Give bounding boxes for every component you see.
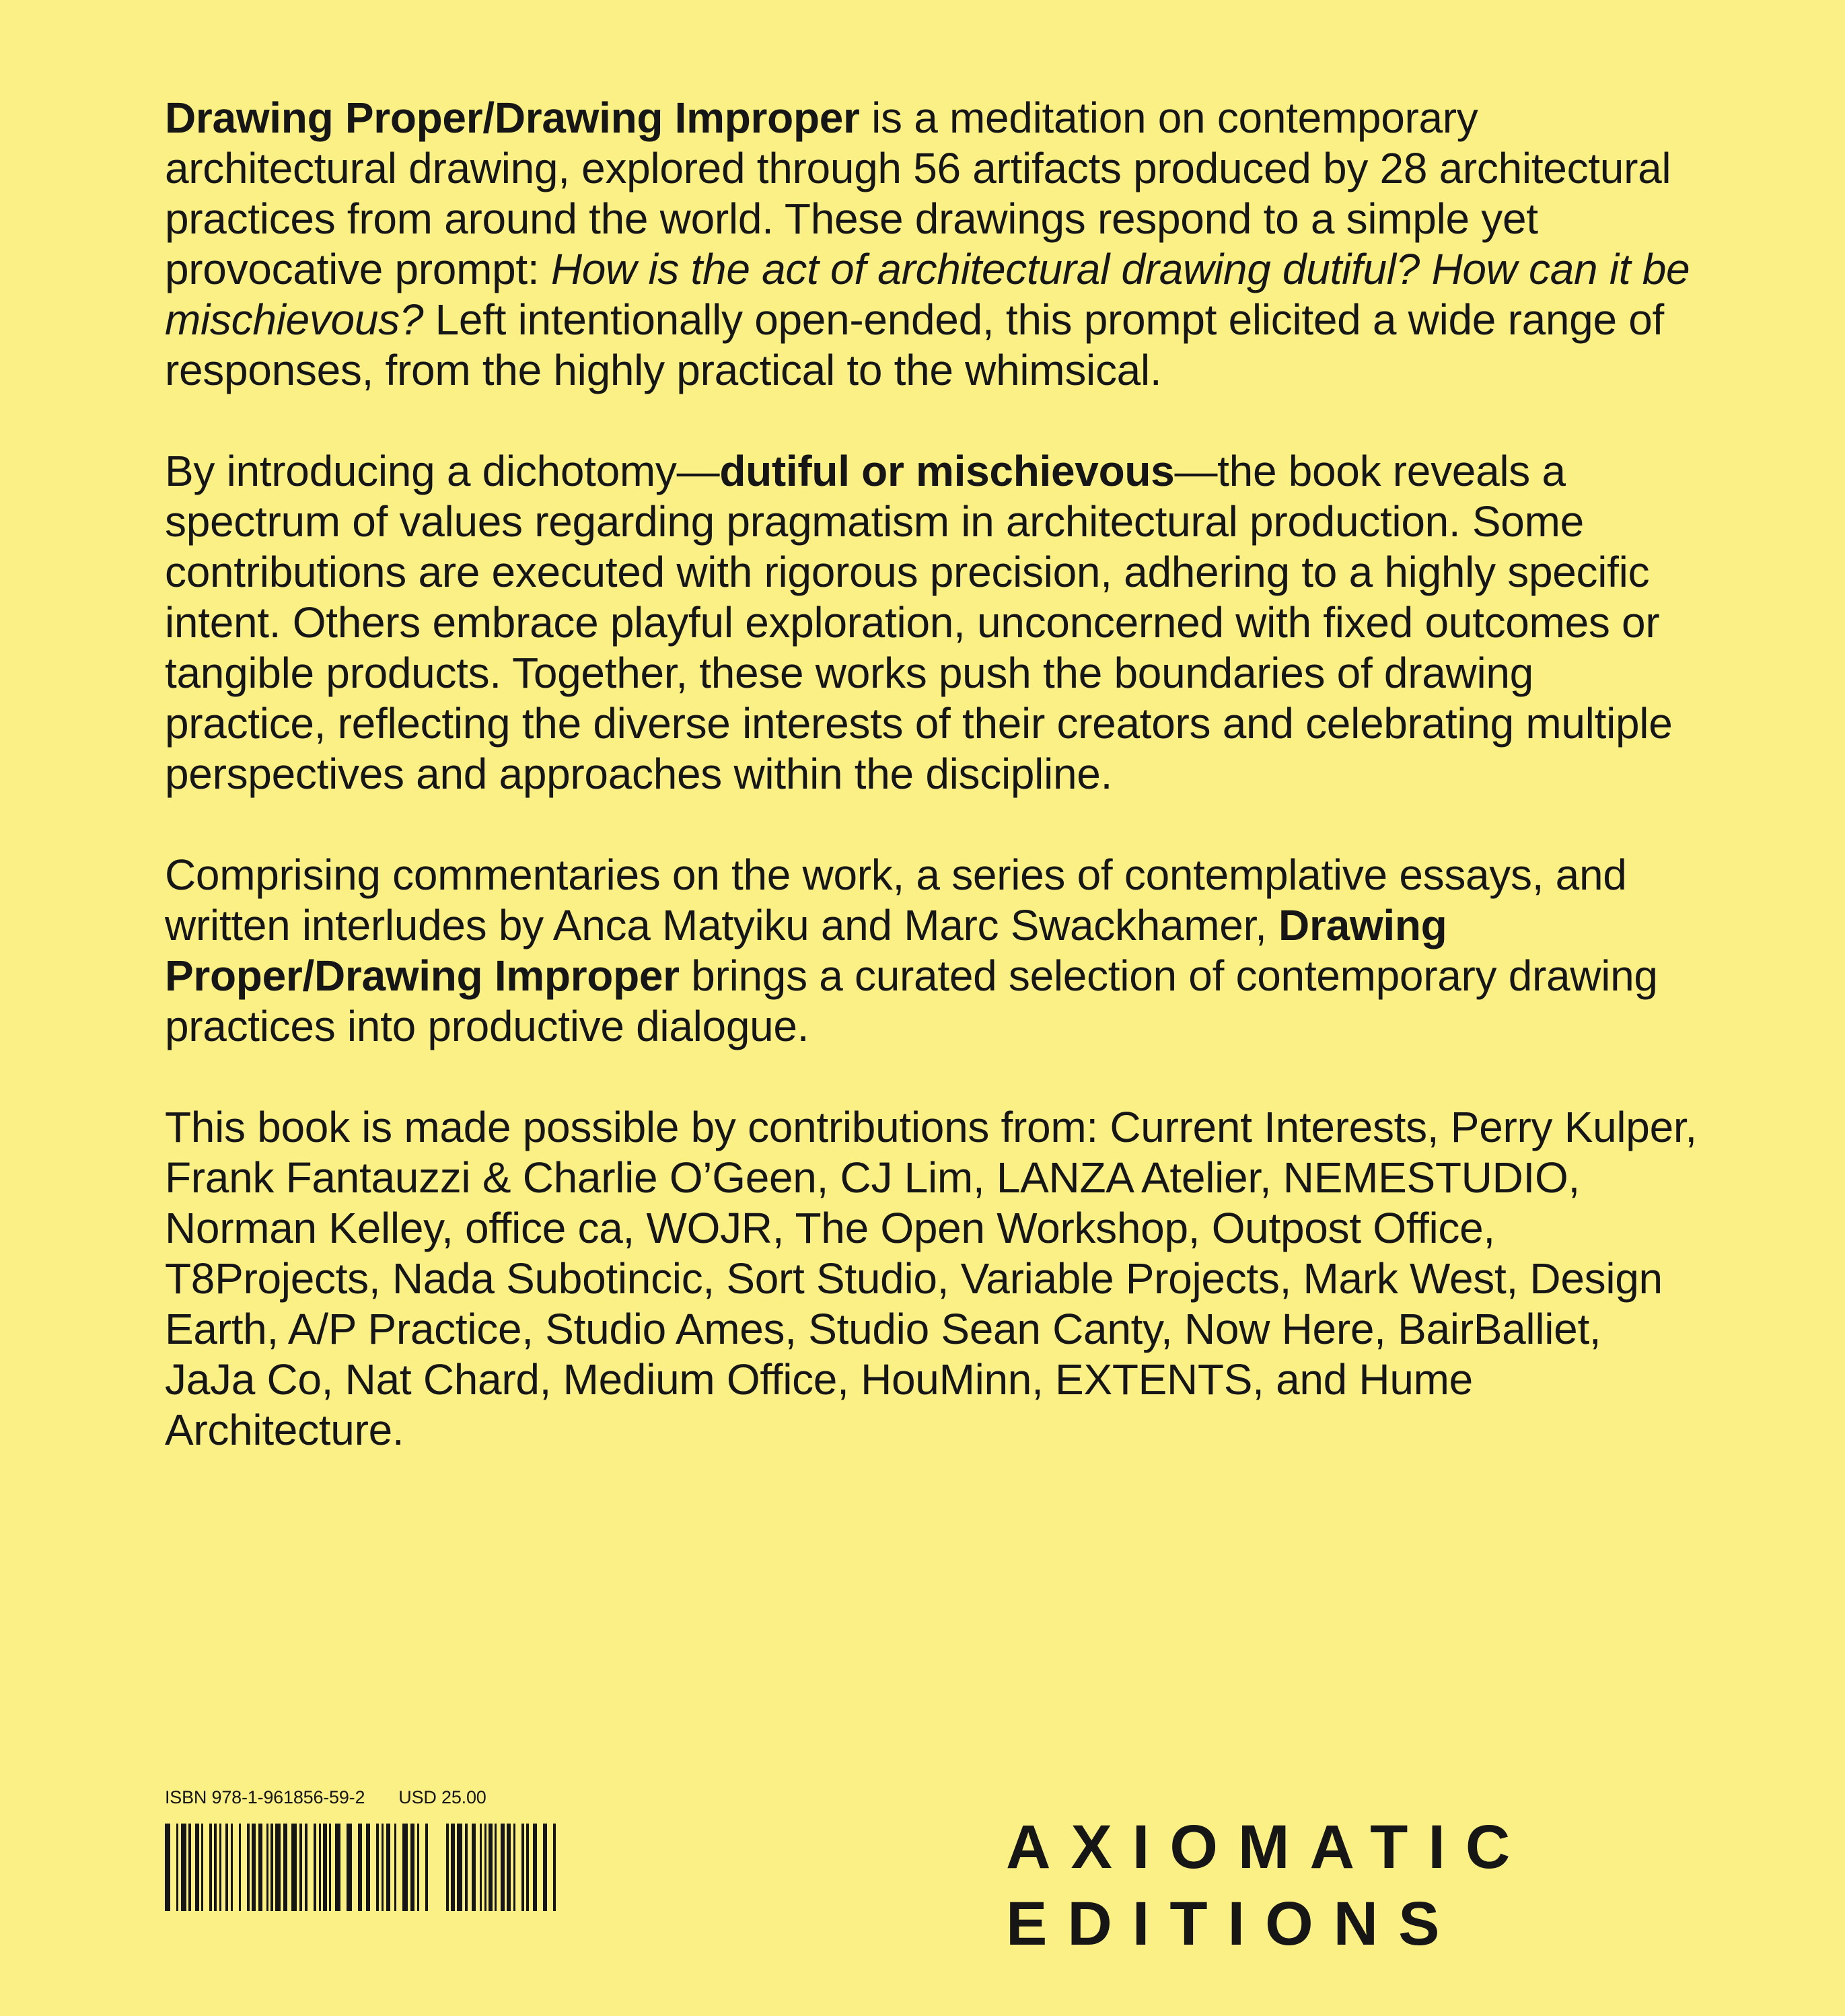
barcode-bar [526,1824,529,1911]
barcode-icon [165,1824,562,1911]
barcode-bar [201,1824,203,1911]
text-segment: is a meditation on contemporary architectural drawing, explored through 56 artifacts produced by 28 architectural practices from around the world. These drawings respond to a simple yet provocative prompt: [165,94,1671,293]
text-segment: Comprising commentaries on the work, a series of contemplative essays, and written interludes by Anca Matyiku and Marc Swackhamer, [165,851,1627,949]
barcode-bar [451,1824,455,1911]
barcode-bar [501,1824,505,1911]
publisher-line-1: AXIOMATIC [1006,1813,1531,1881]
paragraph-dichotomy [165,446,1699,799]
barcode-bar [484,1824,486,1911]
barcode-bar [465,1824,468,1911]
barcode-bar [347,1824,352,1911]
text-segment: This book is made possible by contributions from: Current Interests, Perry Kulper, Frank Fantauzzi & Charlie O’Geen, CJ Lim, LANZA Atelier, NEMESTUDIO, Norman Kelley, office ca, WOJR, The Open Workshop, Outpost Office, T8Projects, Nada Subotincic, Sort Studio, Variable Projects, Mark West, Design Earth, A/P Practice, Studio Ames, Studio Sean Canty, Now Here, BairBalliet, JaJa Co, Nat Chard, Medium Office, HouMinn, EXTENTS, and Hume Architecture. [165,1103,1697,1454]
barcode-labels [165,1787,562,1808]
paragraph-contributors [165,1102,1699,1455]
barcode-bar [553,1824,556,1911]
dichotomy-bold: dutiful or mischievous [719,447,1175,495]
barcode-bar [533,1824,537,1911]
barcode-bar [543,1824,547,1911]
barcode-block [165,1787,562,1921]
publisher-logo [1006,1809,1612,1962]
barcode-bar [386,1824,390,1911]
barcode-bar [402,1824,408,1911]
barcode-bar [247,1824,250,1911]
barcode-bar [521,1824,524,1911]
barcode-bar [239,1824,241,1911]
barcode-bar [305,1824,308,1911]
barcode-bar [299,1824,302,1911]
barcode-bar [195,1824,199,1911]
barcode-bar [323,1824,327,1911]
barcode-bar [394,1824,396,1911]
barcode-bar [270,1824,273,1911]
barcode-bar [472,1824,476,1911]
prompt-italic: How is the act of architectural drawing dutiful? How can it be mischievous? [165,245,1690,344]
barcode-bar [319,1824,321,1911]
text-segment: Left intentionally open-ended, this prompt elicited a wide range of responses, from the highly practical to the whimsical. [165,295,1665,394]
price-label: USD 25.00 [398,1787,486,1807]
paragraph-intro [165,93,1699,396]
barcode-bar [329,1824,331,1911]
barcode-bar [495,1824,497,1911]
text-segment: By introducing a dichotomy— [165,447,720,495]
blurb-text [165,93,1699,1506]
isbn-label: ISBN 978-1-961856-59-2 [165,1787,365,1807]
publisher-line-2: EDITIONS [1006,1889,1460,1958]
barcode-bar [225,1824,228,1911]
book-title-bold: Drawing Proper/Drawing Improper [165,901,1447,1000]
barcode-bar [266,1824,268,1911]
paragraph-commentaries [165,850,1699,1052]
barcode-bar [376,1824,379,1911]
barcode-bar [358,1824,362,1911]
barcode-bar [214,1824,217,1911]
barcode-bar [314,1824,316,1911]
barcode-bar [176,1824,178,1911]
barcode-bar [410,1824,414,1911]
book-title-bold: Drawing Proper/Drawing Improper [165,94,860,142]
barcode-bar [513,1824,515,1911]
barcode-bar [489,1824,493,1911]
barcode-bar [258,1824,262,1911]
barcode-bar [252,1824,256,1911]
barcode-bar [480,1824,482,1911]
barcode-bar [417,1824,419,1911]
barcode-bar [507,1824,511,1911]
barcode-bar [335,1824,340,1911]
barcode-bar [219,1824,221,1911]
barcode-bar [165,1824,170,1911]
barcode-bar [382,1824,384,1911]
barcode-bar [366,1824,370,1911]
barcode-bar [457,1824,462,1911]
barcode-bar [209,1824,212,1911]
barcode-bar [188,1824,191,1911]
barcode-bar [181,1824,186,1911]
barcode-bar [283,1824,287,1911]
text-segment: —the book reveals a spectrum of values regarding pragmatism in architectural production. Some contributions are executed with rigorous precision, adhering to a highly specific intent. Others embrace playful exploration, unconcerned with fixed outcomes or tangible products. Together, these works push the boundaries of drawing practice, reflecting the diverse interests of their creators and celebrating multiple perspectives and approaches within the discipline. [165,447,1673,798]
barcode-bar [291,1824,297,1911]
barcode-bar [425,1824,428,1911]
text-segment: brings a curated selection of contemporary drawing practices into productive dialogue. [165,951,1658,1050]
barcode-bar [275,1824,281,1911]
barcode-bar [446,1824,449,1911]
barcode-bar [231,1824,233,1911]
